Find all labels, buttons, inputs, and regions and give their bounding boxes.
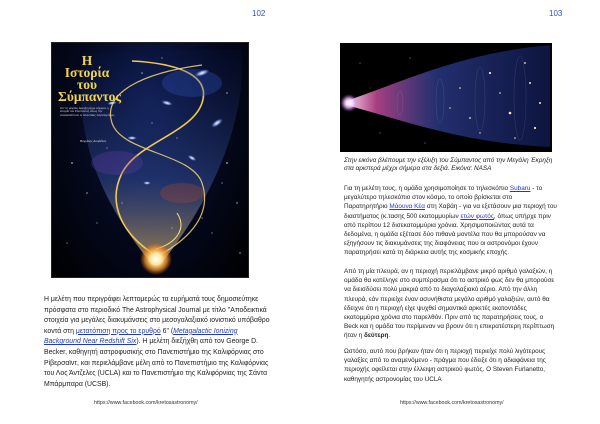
universe-history-poster [51,42,249,278]
footer-url: https://www.facebook.com/kretosastronomy/ [94,400,198,406]
body-paragraph-3: Ωστόσο, αυτό που βρήκαν ήταν ότι η περιοχή περιείχε πολύ λιγότερους γαλαξίες από το αναμενόμενο - πράγμα που έδειξε ότι η αδιαφάνεια της περιοχής οφείλεται στην έλλειψη αστρικού φωτός. Ο Steven Furlanetto, καθηγητής αστρονομίας του UCLA [344,348,546,383]
body-paragraph-1: Για τη μελέτη τους, η ομάδα χρησιμοποίησε το τηλεσκόπιο Subaru - το μεγαλύτερο τηλεσκόπιο στον κόσμο, το οποίο βρίσκεται στο Παρατηρητήριο Μάουνα Κέα στη Χαβάη - για να εξετάσουν μια περιοχή του διαστήματος (κ.τασης 500 εκατομμυρίων ετών φωτός, όπως υπήρχε πριν από περίπου 12 δισεκατομμύρια χρόνια. Χρησιμοποιώντας αυτά τα δεδομένα, η ομάδα εξέτασε δύο πιθανά μοντέλα που θα μπορούσαν να εξηγήσουν τις διακυμάνσεις της διαφάνειας που οι αστρονόμοι έχουν παρατηρήσει κατά τη διάρκεια αυτής της κοσμικής εποχής. [344,185,557,257]
mauna-kea-link[interactable]: Μάουνα Κέα [389,203,425,211]
light-years-link[interactable]: ετών φωτός [460,212,494,220]
subaru-link[interactable]: Subaru [509,185,531,192]
universe-evolution-figure [340,43,552,152]
page-number: 103 [549,9,563,18]
body-paragraph: Η μελέτη που περιγράφει λεπτομερώς τα ευρήματά τους δημοσιεύτηκε πρόσφατα στο περιοδικό The Astrophysical Journal με τίτλο "Αποδεικτικά στοιχεία για μεγάλες διακυμάνσεις στο μεσογαλαξιακό ιονιστικό υπόβαθρο κοντά στη μετατόπιση προς το ερυθρό 6" (Metagalactic Ionizing Background Near Redshift Six). Η μελέτη διεξήχθη από τον George D. Becker, καθηγητή αστροφυσικής στο Πανεπιστήμιο της Καλιφόρνιας στο Ρίβερσαϊντ, και περιελάμβανε μέλη από το Πανεπιστήμιο της Καλιφόρνιας του Λος Άντζελες (UCLA) και το Πανεπιστήμιο της Καλιφόρνιας της Σάντα Μπάρμπαρα (UCSB). [44,296,270,388]
redshift-link[interactable]: μετατόπιση προς το ερυθρό [75,327,161,335]
study-title-link[interactable]: Metagalactic Ionizing Background Near Redshift Six [44,327,238,346]
poster-title: Η Ιστορία του Σύμπαντος [58,53,122,104]
poster-subtitle: Απ' τη μεγάλη έκρηξη μέχρι σήμερα, η ιστορία του Σύμπαντος όπως την αποκαλύπτουν οι τελευταίες παρατηρήσεις [60,106,115,117]
page-number: 102 [252,9,266,18]
universe-evolution-artwork [340,43,552,152]
poster-author: Βαγγέλης Δουβέλας [80,139,107,143]
footer-url: https://www.facebook.com/kretosastronomy/ [400,400,504,406]
figure-caption: Στην εικόνα βλέπουμε την εξέλιξη του Σύμπαντος από την Μεγάλη Έκρηξη στα αριστερά μέχρι σήμερα στα δεξιά. Εικόνα: NASA [344,157,553,173]
body-paragraph-2: Από τη μία πλευρά, αν η περιοχή περιελάμβανε μικρό αριθμό γαλαξιών, η ομάδα θα κατέληγε στο συμπέρασμα ότι το αστρικό φως δεν θα μπορούσε να διεισδύσει πολύ μακριά από το διαγαλαξιακό αέριο. Από την άλλη πλευρά, εάν περιείχε έναν ασυνήθιστα μεγάλο αριθμό γαλαξιών, αυτό θα έδειχνε ότι η περιοχή είχε ψυχθεί σημαντικά αρκετές εκατοντάδες εκατομμύρια χρόνια στο παρελθόν. Πριν από τις παρατηρήσεις τους, ο Beck και η ομάδα του περίμεναν να βρουν ότι η επικρατέστερη περίπτωση ήταν η δεύτερη. [344,268,555,340]
